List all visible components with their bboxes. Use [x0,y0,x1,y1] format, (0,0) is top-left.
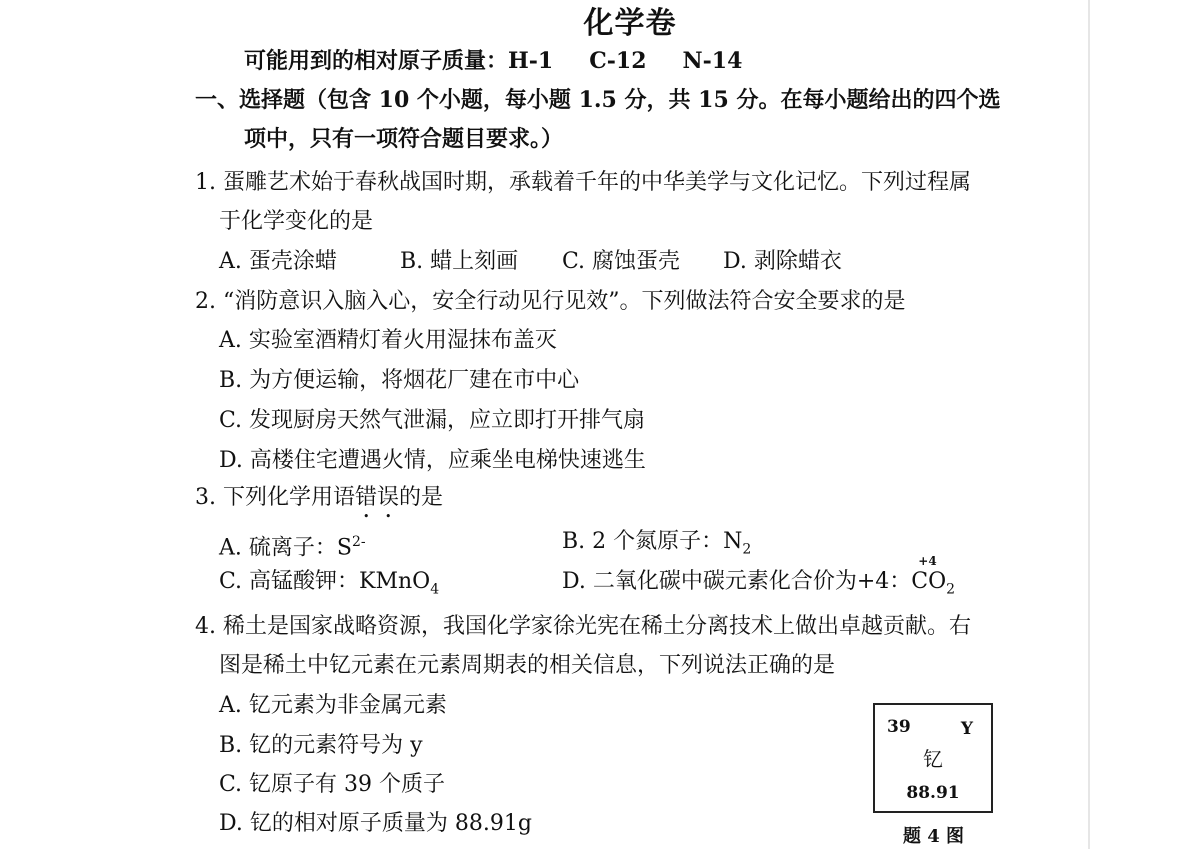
q4-stem-line1: 4. 稀土是国家战略资源，我国化学家徐光宪在稀土分离技术上做出卓越贡献。右 [195,614,971,639]
q3-valence-carbon [911,554,937,597]
q3-option-c [219,567,439,604]
q3-option-a-charge: 2- [351,534,366,550]
exam-title: 化学卷 [583,6,677,41]
q4-option-c: C. 钇原子有 39 个质子 [219,772,446,797]
q3-option-b-text: B. 2 个氮原子：N [562,529,743,554]
q4-option-a: A. 钇元素为非金属元素 [219,693,447,718]
section-heading-line2: 项中，只有一项符合题目要求。） [244,126,564,152]
q3-option-d [562,554,956,604]
mass-c: C-12 [589,48,647,74]
q3-option-b-subscript: 2 [742,541,752,558]
section-heading-line1: 一、选择题（包含 10 个小题，每小题 1.5 分，共 15 分。在每小题给出的四个选 [195,87,1001,113]
q3-option-a-text: A. 硫离子：S [219,535,352,561]
page-edge [1088,0,1090,849]
atomic-number: 39 [887,717,911,737]
q3-option-c-text: C. 高锰酸钾：KMnO [219,569,431,594]
mass-n: N-14 [682,48,743,74]
figure-caption: 题 4 图 [903,826,965,847]
q1-option-c: C. 腐蚀蛋壳 [562,249,681,274]
atomic-masses-line [244,46,742,76]
mass-h: H-1 [508,48,554,74]
q3-option-d-text: D. 二氧化碳中碳元素化合价为+4： [562,569,912,594]
q3-stem-suffix: 的是 [399,485,444,510]
q4-option-d: D. 钇的相对原子质量为 88.91g [219,811,532,836]
q2-stem: 2. “消防意识入脑入心，安全行动见行见效”。下列做法符合安全要求的是 [195,289,906,314]
masses-label: 可能用到的相对原子质量： [244,48,509,74]
q1-stem-line1: 1. 蛋雕艺术始于春秋战国时期，承载着千年的中华美学与文化记忆。下列过程属 [195,170,971,195]
q3-option-d-subscript: 2 [946,581,956,598]
q3-option-b [562,527,751,564]
q3-carbon-symbol: C [911,569,929,594]
q3-stem-emphasis: 错误 [354,485,399,510]
q1-option-a: A. 蛋壳涂蜡 [219,249,337,274]
element-symbol: Y [960,719,973,739]
element-name: 钇 [923,747,943,771]
q3-valence-mark: +4 [918,554,937,568]
q1-stem-line2: 于化学变化的是 [219,209,374,234]
q2-option-a: A. 实验室酒精灯着火用湿抹布盖灭 [219,328,557,353]
q2-option-c: C. 发现厨房天然气泄漏，应立即打开排气扇 [219,408,646,433]
q3-option-a [219,527,366,563]
q3-oxygen-symbol: O [928,569,947,594]
q4-option-b: B. 钇的元素符号为 y [219,733,423,758]
q2-option-b: B. 为方便运输，将烟花厂建在市中心 [219,368,580,393]
q1-option-d: D. 剥除蜡衣 [723,249,842,274]
yttrium-element-card [873,703,993,813]
q4-stem-line2: 图是稀土中钇元素在元素周期表的相关信息，下列说法正确的是 [219,653,836,678]
q3-stem [195,483,443,523]
atomic-mass: 88.91 [906,783,960,803]
q3-stem-prefix: 3. 下列化学用语 [195,485,355,510]
q1-option-b: B. 蜡上刻画 [400,249,519,274]
q3-option-c-subscript: 4 [430,581,440,598]
q2-option-d: D. 高楼住宅遭遇火情，应乘坐电梯快速逃生 [219,448,646,473]
